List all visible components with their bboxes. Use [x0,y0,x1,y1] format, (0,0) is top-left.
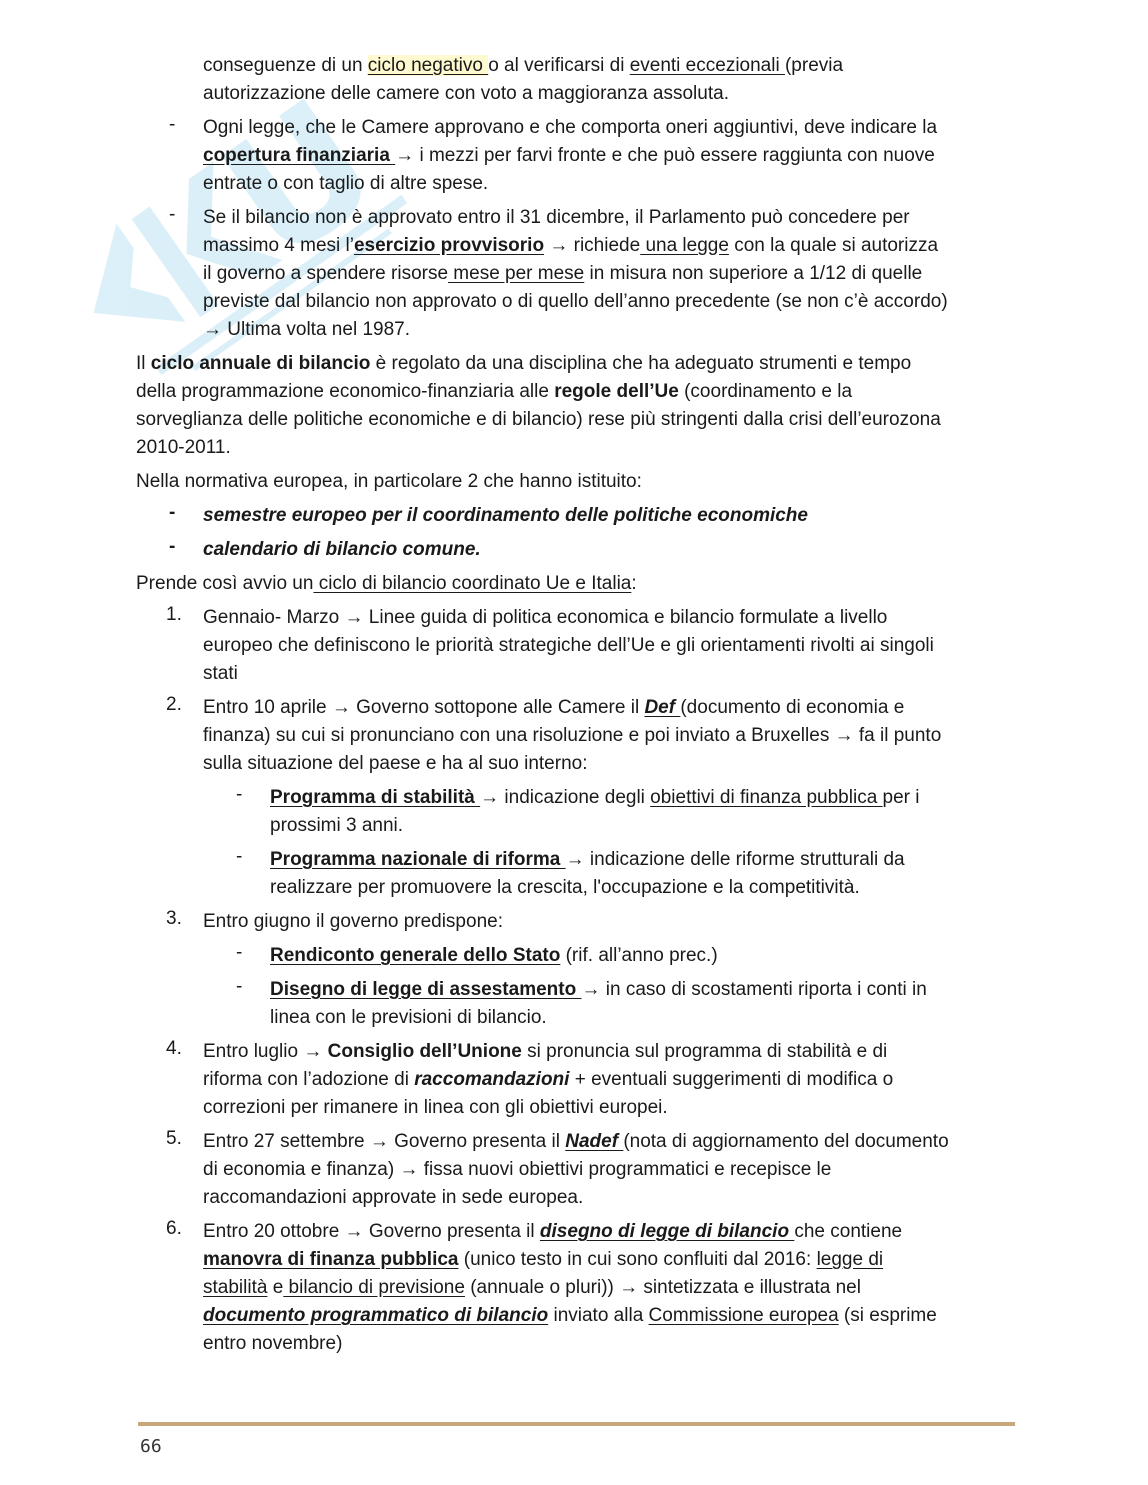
text: raccomandazioni approvate in sede europea. [203,1187,584,1208]
text: si pronuncia sul programma di stabilità e di [521,1041,888,1062]
text: realizzare per promuovere la crescita, l'occupazione e la competitività. [270,877,860,898]
text: Nella normativa europea, in particolare 2 che hanno istituito: [136,471,642,492]
text: Entro 27 settembre → Governo presenta il [203,1131,566,1152]
term-programma-stabilita: Programma di stabilità [270,787,481,808]
list-item-copertura [136,114,1016,198]
text: prossimi 3 anni. [270,815,404,836]
text: conseguenze di un [203,55,368,76]
bullet-marker: - [169,204,176,225]
term-programma-riforma: Programma nazionale di riforma [270,849,566,870]
text: → in caso di scostamenti riporta i conti in [581,979,927,1000]
text: (annuale o pluri)) → sintetizzata e illustrata nel [464,1277,861,1298]
cont-line-2 [136,80,1016,108]
text: con la quale si autorizza [728,235,939,256]
text: (unico testo in cui sono confluiti dal 2016: [458,1249,817,1270]
text: riforma con l’adozione di [203,1069,415,1090]
number-marker: 5. [166,1128,182,1149]
text: (previa [784,55,844,76]
footer-rule [138,1422,1015,1426]
term-bilancio-previsione: bilancio di previsione [283,1277,465,1298]
text: sorveglianza delle politiche economiche e di bilancio) rese più stringenti dalla crisi dell’eurozona [136,409,941,430]
text: entrate o con taglio di altre spese. [203,173,489,194]
text: massimo 4 mesi l’ [203,235,354,256]
text: che contiene [794,1221,903,1242]
number-marker: 1. [166,604,182,625]
text: linea con le previsioni di bilancio. [270,1007,547,1028]
term-consiglio-unione: Consiglio dell’Unione [327,1041,522,1062]
number-marker: 6. [166,1218,182,1239]
bullet-marker: - [236,784,243,805]
bullet-marker: - [236,942,243,963]
term-regole-ue: regole dell’Ue [554,381,679,402]
term-raccomandazioni: raccomandazioni [414,1069,570,1090]
sub-item-riforma [136,846,1016,902]
text: → richiede [544,235,641,256]
term-manovra: manovra di finanza pubblica [203,1249,459,1270]
text: previste dal bilancio non approvato o di quello dell’anno precedente (se non c’è accordo) [203,291,948,312]
text: di economia e finanza) → fissa nuovi obiettivi programmatici e recepisce le [203,1159,832,1180]
text: europeo che definiscono le priorità strategiche dell’Ue e gli orientamenti rivolti ai singoli [203,635,934,656]
page-number: 66 [140,1436,162,1457]
text: inviato alla [548,1305,649,1326]
text: entro novembre) [203,1333,343,1354]
sub-item-assestamento [136,976,1016,1032]
term-legge-stabilita: stabilità [203,1277,268,1298]
list-item-semestre [136,502,1016,530]
term-una-legge: una legge [640,235,729,256]
list-item-calendario [136,536,1016,564]
text: Ogni legge, che le Camere approvano e che comporta oneri aggiuntivi, deve indicare la [203,117,938,138]
paragraph-normativa [136,468,1016,496]
number-marker: 3. [166,908,182,929]
text: → Ultima volta nel 1987. [203,319,410,340]
text: Entro giugno il governo predispone: [203,911,503,932]
text: 2010-2011. [136,437,231,458]
paragraph-ciclo-annuale [136,350,1016,462]
numbered-item-3 [136,908,1016,936]
term-legge-stabilita: legge di [816,1249,884,1270]
numbered-item-6 [136,1218,1016,1358]
term-eventi-eccezionali: eventi eccezionali [629,55,785,76]
numbered-item-2 [136,694,1016,778]
text: Gennaio- Marzo → Linee guida di politica economica e bilancio formulate a livello [203,607,888,628]
text: Se il bilancio non è approvato entro il 31 dicembre, il Parlamento può concedere per [203,207,910,228]
text: → i mezzi per farvi fronte e che può essere raggiunta con nuove [395,145,935,166]
term-ciclo-negativo: ciclo negativo [367,55,489,76]
text: o al verificarsi di [488,55,630,76]
text: è regolato da una disciplina che ha adeguato strumenti e tempo [370,353,912,374]
text: (documento di economia e [680,697,905,718]
sub-item-rendiconto [136,942,1016,970]
number-marker: 2. [166,694,182,715]
term-disegno-legge-bilancio: disegno di legge di bilancio [539,1221,795,1242]
bullet-marker: - [169,536,176,557]
term-copertura-finanziaria: copertura finanziaria [203,145,396,166]
cont-line-1 [136,52,1016,80]
term-mese-per-mese: mese per mese [448,263,585,284]
text: Entro 20 ottobre → Governo presenta il [203,1221,540,1242]
text: il governo a spendere risorse [203,263,449,284]
term-semestre-europeo: semestre europeo per il coordinamento delle politiche economiche [203,505,808,526]
text: Il [136,353,151,374]
text: Prende così avvio un [136,573,314,594]
term-commissione-europea: Commissione europea [648,1305,839,1326]
term-rendiconto: Rendiconto generale dello Stato [270,945,561,966]
text: + eventuali suggerimenti di modifica o [569,1069,894,1090]
text: autorizzazione delle camere con voto a maggioranza assoluta. [203,83,729,104]
text: correzioni per rimanere in linea con gli obiettivi europei. [203,1097,668,1118]
paragraph-avvio [136,570,1016,598]
bullet-marker: - [236,976,243,997]
numbered-item-1 [136,604,1016,688]
numbered-item-4 [136,1038,1016,1122]
bullet-marker: - [236,846,243,867]
bullet-marker: - [169,114,176,135]
text: (coordinamento e la [678,381,853,402]
text: in misura non superiore a 1/12 di quelle [584,263,923,284]
text: (si esprime [838,1305,937,1326]
term-def: Def [644,697,681,718]
text: della programmazione economico-finanziaria alle [136,381,555,402]
bullet-marker: - [169,502,176,523]
text: sulla situazione del paese e ha al suo interno: [203,753,588,774]
text: (rif. all’anno prec.) [560,945,718,966]
text: e [267,1277,284,1298]
text: : [631,573,637,594]
text: → indicazione delle riforme strutturali da [565,849,905,870]
term-ciclo-annuale: ciclo annuale di bilancio [150,353,371,374]
term-documento-programmatico: documento programmatico di bilancio [203,1305,549,1326]
term-ciclo-coordinato: ciclo di bilancio coordinato Ue e Italia [313,573,632,594]
list-item-esercizio [136,204,1016,344]
text: Entro luglio → [203,1041,328,1062]
text: Entro 10 aprile → Governo sottopone alle Camere il [203,697,645,718]
text: (nota di aggiornamento del documento [623,1131,949,1152]
numbered-item-5 [136,1128,1016,1212]
text: per i [882,787,920,808]
term-nadef: Nadef [565,1131,624,1152]
term-assestamento: Disegno di legge di assestamento [270,979,582,1000]
text: finanza) su cui si pronunciano con una risoluzione e poi inviato a Bruxelles → fa il punto [203,725,942,746]
sub-item-stabilita [136,784,1016,840]
term-obiettivi-finanza: obiettivi di finanza pubblica [650,787,883,808]
text: stati [203,663,238,684]
term-esercizio-provvisorio: esercizio provvisorio [353,235,545,256]
number-marker: 4. [166,1038,182,1059]
text: → indicazione degli [480,787,651,808]
term-calendario: calendario di bilancio comune. [203,539,481,560]
